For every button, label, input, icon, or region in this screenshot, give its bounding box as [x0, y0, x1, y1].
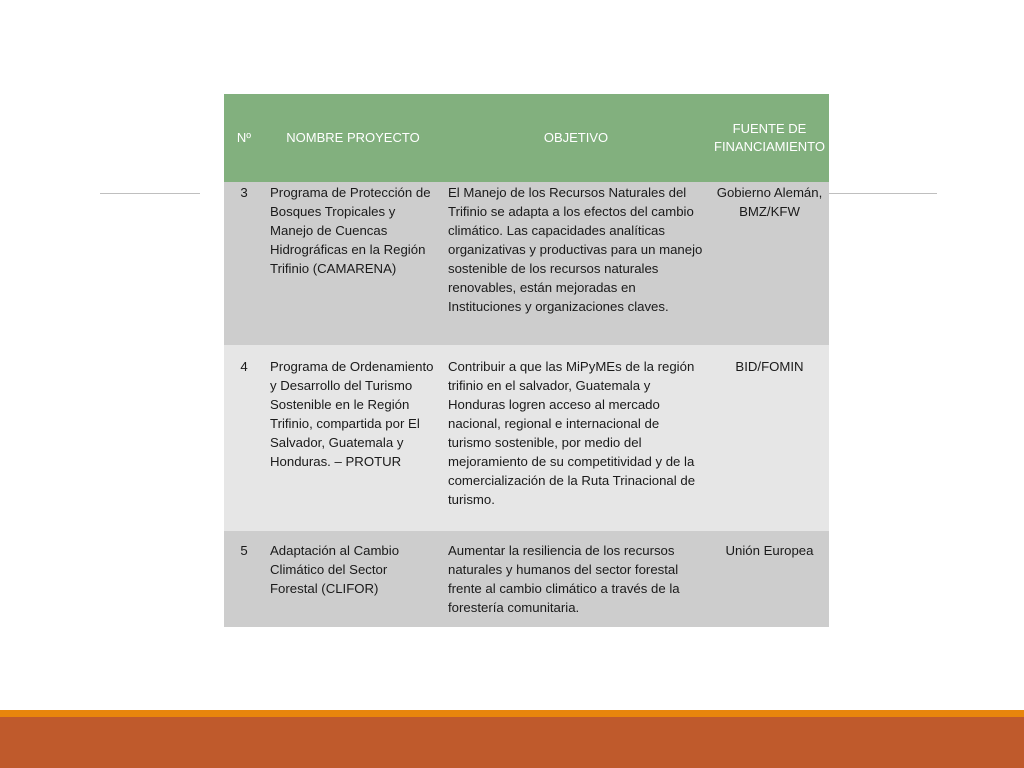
row-num: 3	[224, 182, 264, 345]
decorative-line-right	[829, 193, 937, 194]
table-header-row	[224, 94, 829, 182]
row-num: 4	[224, 345, 264, 531]
header-objetivo: OBJETIVO	[442, 94, 710, 182]
row-fuente: Gobierno Alemán, BMZ/KFW	[710, 182, 829, 345]
header-fuente-financiamiento: FUENTE DE FINANCIAMIENTO	[710, 94, 829, 182]
header-num: Nº	[224, 94, 264, 182]
table-row	[224, 182, 829, 345]
row-objetivo: El Manejo de los Recursos Naturales del Trifinio se adapta a los efectos del cambio climático. Las capacidades analíticas organizativas y productivas para un manejo sostenible de los recursos naturales renovables, están mejoradas en Instituciones y organizaciones claves.	[442, 182, 710, 345]
row-objetivo: Contribuir a que las MiPyMEs de la región trifinio en el salvador, Guatemala y Honduras logren acceso al mercado nacional, regional e internacional de turismo sostenible, por medio del mejoramiento de su competitividad y de la comercialización de la Ruta Trinacional de turismo.	[442, 345, 710, 531]
table-row	[224, 345, 829, 531]
table-row	[224, 531, 829, 627]
row-fuente: BID/FOMIN	[710, 345, 829, 531]
row-nombre: Programa de Protección de Bosques Tropicales y Manejo de Cuencas Hidrográficas en la Región Trifinio (CAMARENA)	[264, 182, 442, 345]
row-nombre: Programa de Ordenamiento y Desarrollo del Turismo Sostenible en le Región Trifinio, compartida por El Salvador, Guatemala y Honduras. – PROTUR	[264, 345, 442, 531]
row-fuente: Unión Europea	[710, 531, 829, 627]
row-num: 5	[224, 531, 264, 627]
row-objetivo: Aumentar la resiliencia de los recursos naturales y humanos del sector forestal frente al cambio climático a través de la forestería comunitaria.	[442, 531, 710, 627]
footer-accent-line	[0, 710, 1024, 717]
header-nombre-proyecto: NOMBRE PROYECTO	[264, 94, 442, 182]
footer-bar	[0, 717, 1024, 768]
decorative-line-left	[100, 193, 200, 194]
row-nombre: Adaptación al Cambio Climático del Sector Forestal (CLIFOR)	[264, 531, 442, 627]
projects-table	[224, 94, 829, 627]
